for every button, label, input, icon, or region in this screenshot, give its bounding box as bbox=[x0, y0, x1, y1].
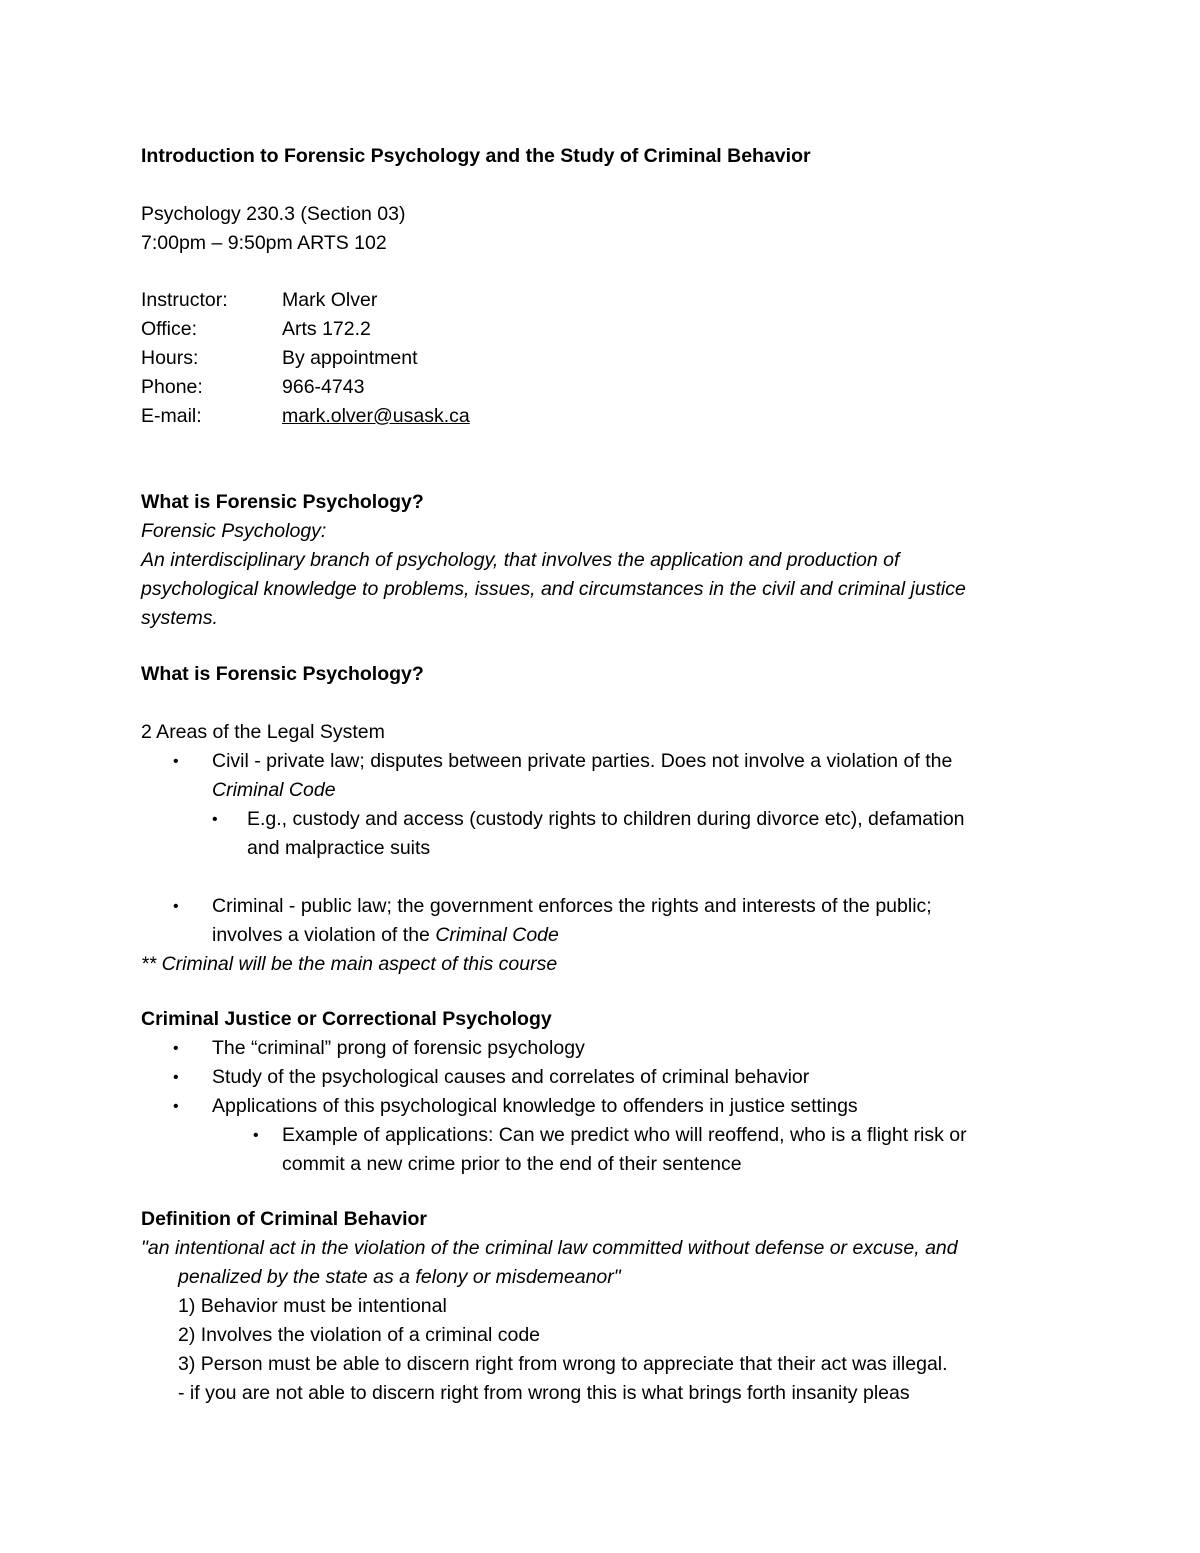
course-info bbox=[141, 200, 1120, 258]
criminal-text-cont bbox=[212, 921, 1120, 950]
civil-example-text-cont: and malpractice suits bbox=[247, 837, 431, 859]
email-link[interactable]: mark.olver@usask.ca bbox=[282, 405, 470, 427]
bullet-icon: • bbox=[173, 1098, 179, 1115]
info-row-email bbox=[141, 402, 1120, 431]
info-label: E-mail: bbox=[141, 405, 202, 427]
info-label: Phone: bbox=[141, 376, 203, 398]
list-item-text: Example of applications: Can we predict who will reoffend, who is a flight risk or bbox=[282, 1124, 967, 1146]
info-row-phone bbox=[141, 373, 1120, 402]
criminal-text-prefix: involves a violation of the bbox=[212, 924, 436, 946]
bullet-icon: • bbox=[173, 1069, 179, 1086]
course-time: 7:00pm – 9:50pm ARTS 102 bbox=[141, 232, 387, 254]
info-value: By appointment bbox=[282, 347, 418, 369]
info-label: Instructor: bbox=[141, 289, 228, 311]
list-item-text: The “criminal” prong of forensic psychology bbox=[212, 1037, 585, 1059]
correctional-list bbox=[141, 1034, 1120, 1179]
criterion-item: 3) Person must be able to discern right from wrong to appreciate that their act was illegal. bbox=[178, 1353, 948, 1375]
info-label: Hours: bbox=[141, 347, 199, 369]
section-definition-criminal-behavior bbox=[141, 1205, 1120, 1408]
bullet-icon: • bbox=[173, 898, 179, 915]
legal-areas-intro: 2 Areas of the Legal System bbox=[141, 721, 385, 743]
info-row-office bbox=[141, 315, 1120, 344]
instructor-info bbox=[141, 286, 1120, 431]
legal-areas-list bbox=[141, 747, 1120, 863]
definition-line: psychological knowledge to problems, issues, and circumstances in the civil and criminal justice bbox=[141, 578, 966, 600]
civil-example-text: E.g., custody and access (custody rights to children during divorce etc), defamation bbox=[247, 808, 965, 830]
bullet-icon: • bbox=[212, 811, 218, 828]
definition-line: systems. bbox=[141, 607, 218, 629]
list-item bbox=[141, 1063, 1120, 1092]
section-what-is-forensic-2 bbox=[141, 660, 1120, 979]
list-item-text: Study of the psychological causes and correlates of criminal behavior bbox=[212, 1066, 810, 1088]
criterion-item: 2) Involves the violation of a criminal code bbox=[178, 1324, 541, 1346]
definition-line: An interdisciplinary branch of psychology, that involves the application and production of bbox=[141, 549, 900, 571]
info-value: Arts 172.2 bbox=[282, 318, 371, 340]
list-item-criminal bbox=[141, 892, 1120, 950]
civil-text: Civil - private law; disputes between private parties. Does not involve a violation of the bbox=[212, 750, 953, 772]
list-item-text: Applications of this psychological knowledge to offenders in justice settings bbox=[212, 1095, 858, 1117]
info-label: Office: bbox=[141, 318, 197, 340]
bullet-icon: • bbox=[173, 753, 179, 770]
bullet-icon: • bbox=[173, 1040, 179, 1057]
section-heading: Criminal Justice or Correctional Psychology bbox=[141, 1008, 552, 1030]
criterion-item: 1) Behavior must be intentional bbox=[178, 1295, 447, 1317]
section-heading: Definition of Criminal Behavior bbox=[141, 1208, 428, 1230]
section-correctional-psychology bbox=[141, 1005, 1120, 1179]
list-item-sub bbox=[141, 1121, 1120, 1179]
section-what-is-forensic-1 bbox=[141, 488, 1120, 633]
document-title: Introduction to Forensic Psychology and the Study of Criminal Behavior bbox=[141, 145, 811, 167]
course-focus-note: ** Criminal will be the main aspect of this course bbox=[141, 953, 558, 975]
criminal-code-italic: Criminal Code bbox=[435, 924, 559, 946]
legal-areas-list-criminal bbox=[141, 892, 1120, 950]
civil-text-cont: Criminal Code bbox=[212, 779, 336, 801]
info-row-hours bbox=[141, 344, 1120, 373]
section-heading: What is Forensic Psychology? bbox=[141, 663, 424, 685]
criminal-text: Criminal - public law; the government enforces the rights and interests of the public; bbox=[212, 895, 932, 917]
list-item bbox=[141, 1034, 1120, 1063]
list-item-text-cont: commit a new crime prior to the end of their sentence bbox=[282, 1153, 742, 1175]
definition-term: Forensic Psychology: bbox=[141, 520, 327, 542]
insanity-note: - if you are not able to discern right from wrong this is what brings forth insanity pleas bbox=[178, 1382, 910, 1404]
bullet-icon: • bbox=[253, 1127, 259, 1144]
section-heading: What is Forensic Psychology? bbox=[141, 491, 424, 513]
definition-quote: "an intentional act in the violation of the criminal law committed without defense or excuse, and bbox=[141, 1237, 958, 1259]
definition-quote-cont: penalized by the state as a felony or misdemeanor" bbox=[178, 1266, 621, 1288]
info-row-instructor bbox=[141, 286, 1120, 315]
list-item-civil-example bbox=[141, 805, 1120, 863]
info-value: Mark Olver bbox=[282, 289, 378, 311]
list-item bbox=[141, 1092, 1120, 1121]
list-item-civil bbox=[141, 747, 1120, 805]
info-value: 966-4743 bbox=[282, 376, 365, 398]
course-code: Psychology 230.3 (Section 03) bbox=[141, 203, 406, 225]
